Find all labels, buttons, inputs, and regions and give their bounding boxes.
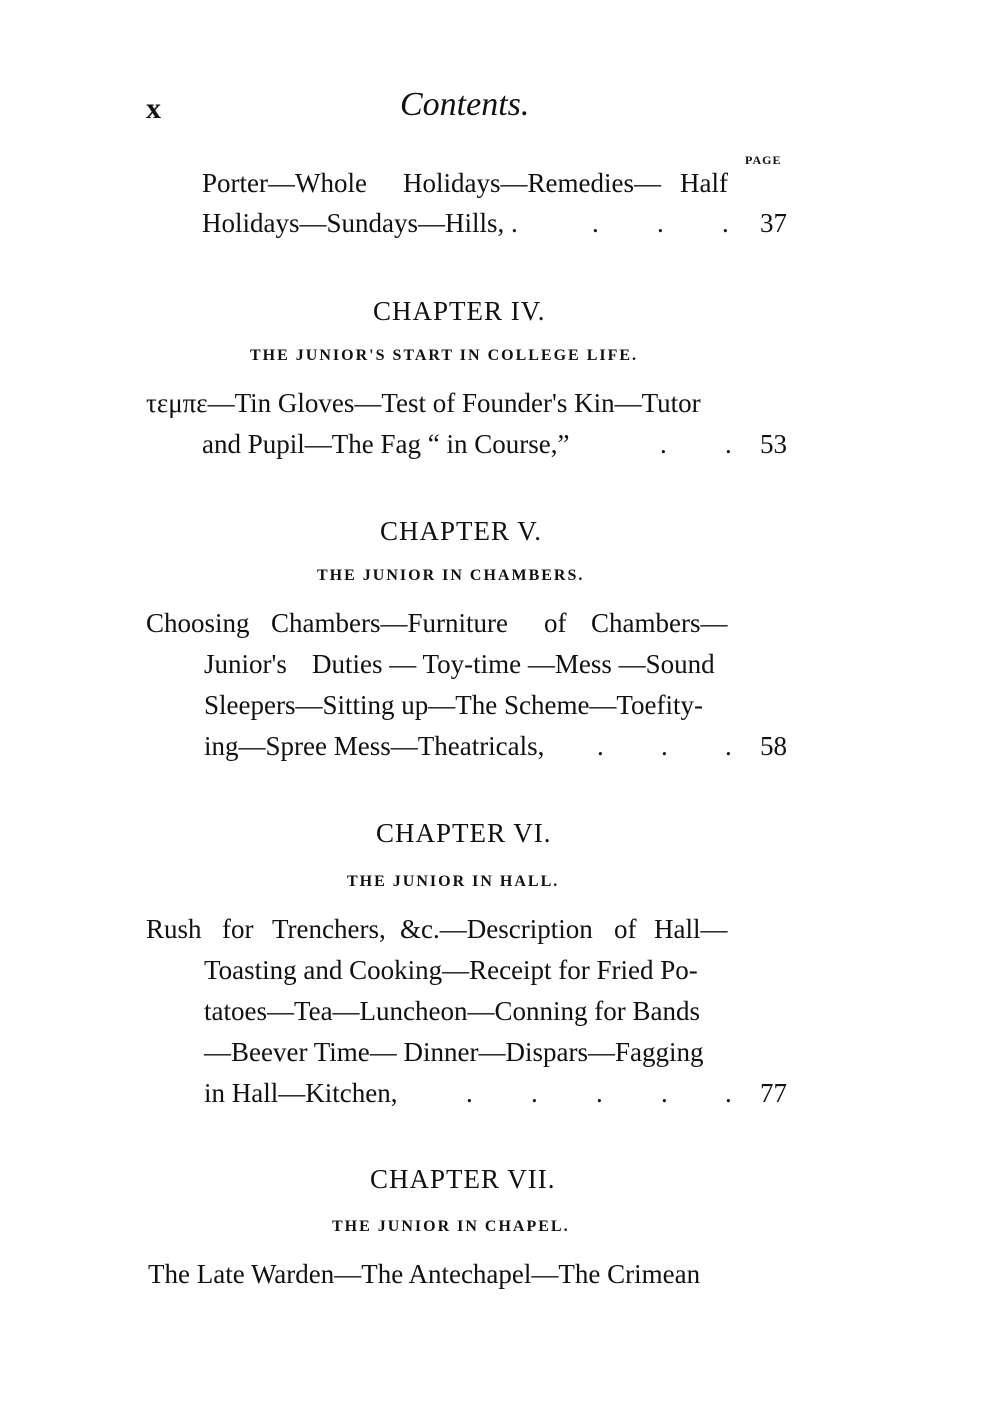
toc-line: Sleepers—Sitting up—The Scheme—Toefity- bbox=[204, 690, 704, 720]
toc-word: Hall— bbox=[654, 914, 728, 944]
toc-word: Rush bbox=[146, 914, 202, 944]
page-folio: x bbox=[146, 92, 161, 125]
toc-line: and Pupil—The Fag “ in Course,” bbox=[202, 429, 570, 459]
chapter-heading: CHAPTER VI. bbox=[376, 818, 552, 848]
chapter-heading: CHAPTER IV. bbox=[373, 296, 546, 326]
chapter-subheading: THE JUNIOR IN CHAPEL. bbox=[332, 1218, 570, 1235]
toc-line bbox=[204, 649, 734, 679]
toc-line: Toasting and Cooking—Receipt for Fried Po- bbox=[204, 955, 698, 985]
toc-word: Holidays—Remedies— bbox=[403, 168, 661, 198]
chapter-subheading: THE JUNIOR IN HALL. bbox=[347, 873, 560, 890]
toc-word: &c.—Description bbox=[400, 914, 593, 944]
chapter-subheading: THE JUNIOR'S START IN COLLEGE LIFE. bbox=[250, 347, 639, 364]
toc-line bbox=[146, 914, 734, 944]
page-number: 58 bbox=[760, 731, 787, 761]
toc-line: in Hall—Kitchen, bbox=[204, 1078, 398, 1108]
toc-line: tatoes—Tea—Luncheon—Conning for Bands bbox=[204, 996, 701, 1026]
toc-line: —Beever Time— Dinner—Dispars—Fagging bbox=[204, 1037, 704, 1067]
toc-line bbox=[202, 168, 734, 198]
toc-line: The Late Warden—The Antechapel—The Crimean bbox=[148, 1259, 701, 1289]
toc-word: Trenchers, bbox=[272, 914, 386, 944]
toc-word: Choosing bbox=[146, 608, 250, 638]
toc-word: of bbox=[614, 914, 637, 944]
toc-word: for bbox=[222, 914, 254, 944]
chapter-heading: CHAPTER VII. bbox=[370, 1164, 556, 1194]
toc-line bbox=[146, 608, 734, 638]
toc-line: ing—Spree Mess—Theatricals, bbox=[204, 731, 545, 761]
chapter-heading: CHAPTER V. bbox=[380, 516, 543, 546]
toc-word: of bbox=[544, 608, 567, 638]
running-title: Contents. bbox=[400, 86, 530, 123]
chapter-subheading: THE JUNIOR IN CHAMBERS. bbox=[317, 567, 585, 584]
page-number: 77 bbox=[760, 1078, 787, 1108]
toc-word: Chambers—Furniture bbox=[271, 608, 508, 638]
page-number: 53 bbox=[760, 429, 787, 459]
page-column-label: PAGE bbox=[745, 153, 782, 167]
toc-word: Half bbox=[680, 168, 728, 198]
toc-line: τεμπε—Tin Gloves—Test of Founder's Kin—Tutor bbox=[146, 388, 701, 418]
toc-word: Chambers— bbox=[591, 608, 728, 638]
toc-word: Duties — Toy-time —Mess —Sound bbox=[312, 649, 715, 679]
page-number: 37 bbox=[760, 208, 787, 238]
toc-word: Junior's bbox=[204, 649, 287, 679]
toc-word: Porter—Whole bbox=[202, 168, 367, 198]
toc-line: Holidays—Sundays—Hills, . bbox=[202, 208, 518, 238]
